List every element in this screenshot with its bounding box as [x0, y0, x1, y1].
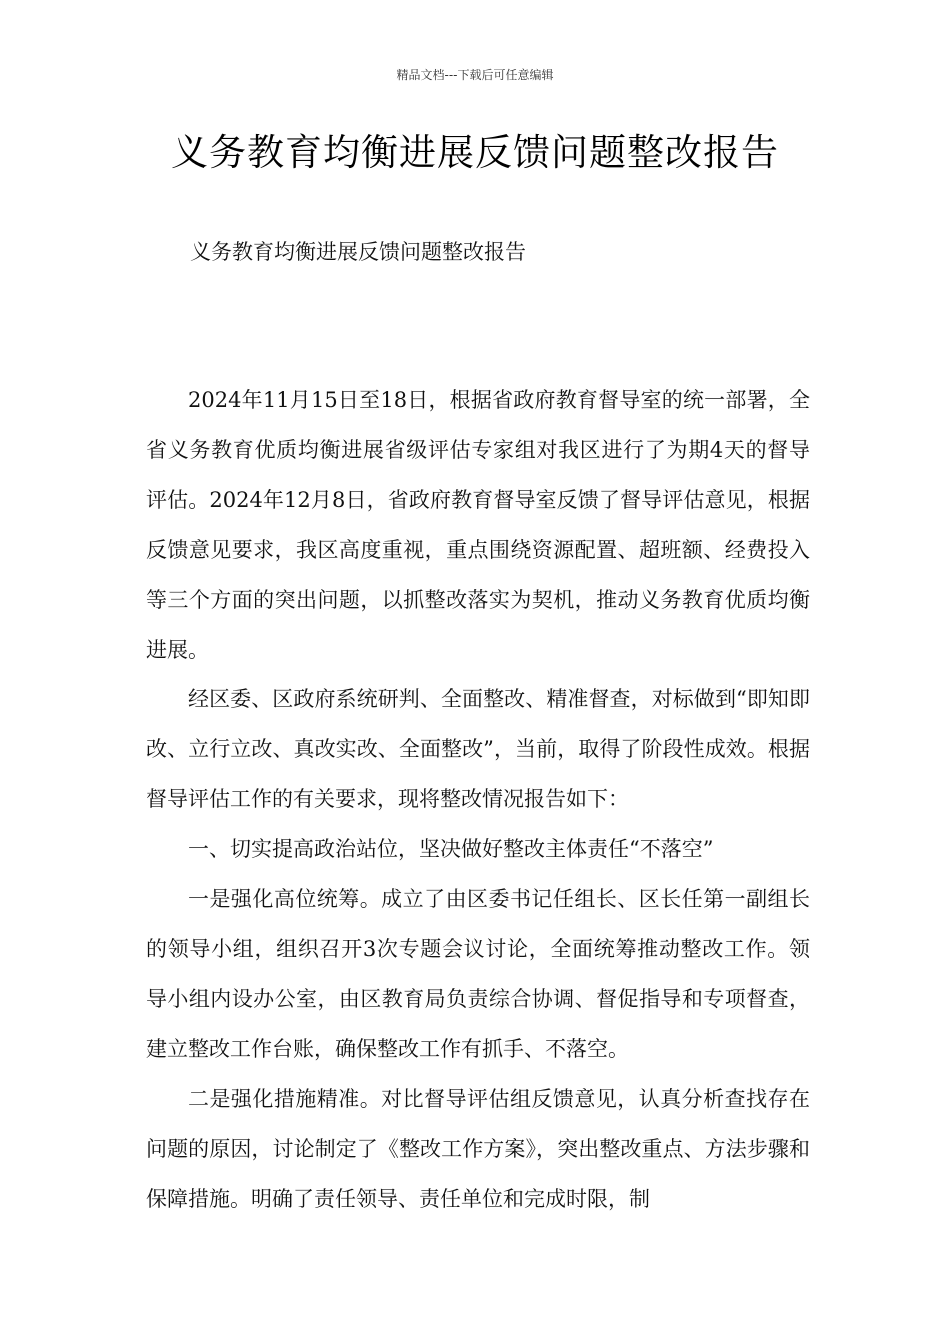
- paragraph-intro: 2024年11月15日至18日，根据省政府教育督导室的统一部署，全省义务教育优质均衡进展省级评估专家组对我区进行了为期4天的督导评估。2024年12月8日，省政府教育督导室反馈了督导评估意见，根据反馈意见要求，我区高度重视，重点围绕资源配置、超班额、经费投入等三个方面的突出问题，以抓整改落实为契机，推动义务教育优质均衡进展。: [146, 388, 810, 662]
- document-body: [146, 376, 810, 1224]
- paragraph-point-2: 二是强化措施精准。对比督导评估组反馈意见，认真分析查找存在问题的原因，讨论制定了《整改工作方案》，突出整改重点、方法步骤和保障措施。明确了责任领导、责任单位和完成时限，制: [146, 1086, 810, 1211]
- document-title: 义务教育均衡进展反馈问题整改报告: [171, 131, 779, 174]
- section-heading-1: 一、切实提高政治站位，坚决做好整改主体责任“不落空”: [188, 837, 714, 862]
- page-header-watermark: 精品文档---下载后可任意编辑: [396, 68, 554, 82]
- paragraph-summary: 经区委、区政府系统研判、全面整改、精准督查，对标做到“即知即改、立行立改、真改实改、全面整改”，当前，取得了阶段性成效。根据督导评估工作的有关要求，现将整改情况报告如下：: [146, 687, 810, 812]
- paragraph-point-1: 一是强化高位统筹。成立了由区委书记任组长、区长任第一副组长的领导小组，组织召开3次专题会议讨论，全面统筹推动整改工作。领导小组内设办公室，由区教育局负责综合协调、督促指导和专项督查，建立整改工作台账，确保整改工作有抓手、不落空。: [146, 887, 810, 1061]
- document-subtitle: 义务教育均衡进展反馈问题整改报告: [190, 240, 526, 264]
